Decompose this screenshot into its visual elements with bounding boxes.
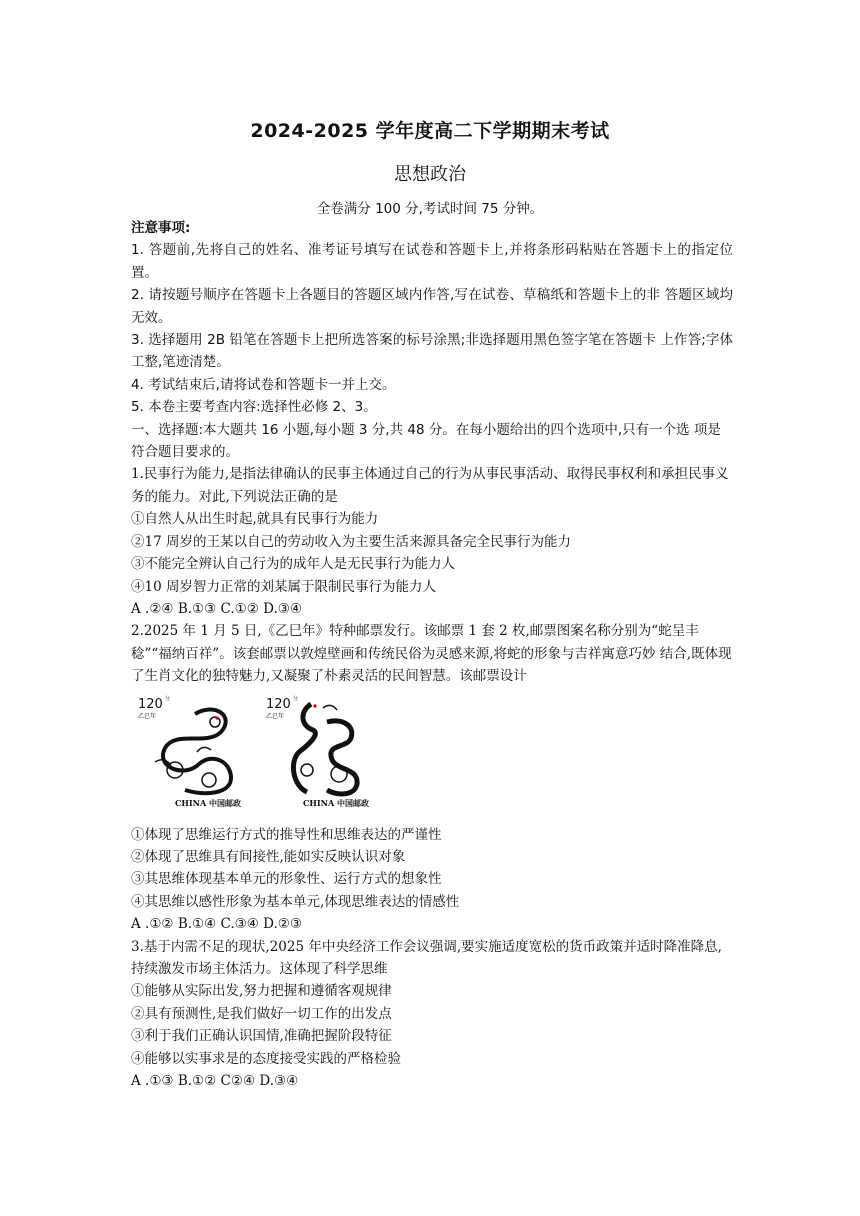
option-item: ②体现了思维具有间接性,能如实反映认识对象	[131, 848, 406, 865]
stamp-country: CHINA 中国邮政	[175, 797, 241, 808]
option-item: ④能够以实事求是的态度接受实践的严格检验	[131, 1050, 401, 1067]
option-item: ①体现了思维运行方式的推导性和思维表达的严谨性	[131, 826, 442, 843]
option-item: ①能够从实际出发,努力把握和遵循客观规律	[131, 983, 392, 1000]
notice-item: 1. 答题前,先将自己的姓名、准考证号填写在试卷和答题卡上,并将条形码粘贴在答题卡上的指定位置。	[131, 242, 733, 281]
question-stem: 1.民事行为能力,是指法律确认的民事主体通过自己的行为从事民事活动、取得民事权利和承担民事义务的能力。对此,下列说法正确的是	[131, 466, 729, 505]
notice-block	[131, 217, 733, 419]
stamp-year: 乙巳年	[266, 712, 285, 720]
exam-title: 2024-2025 学年度高二下学期期末考试	[250, 120, 610, 142]
notice-item: 3. 选择题用 2B 铅笔在答题卡上把所选答案的标号涂黑;非选择题用黑色签字笔在答题卡 上作答;字体工整,笔迹清楚。	[131, 332, 733, 371]
question-2	[131, 620, 733, 935]
notice-item: 5. 本卷主要考查内容:选择性必修 2、3。	[131, 399, 377, 416]
stamp-value: 120	[138, 696, 163, 712]
option-item: ③利于我们正确认识国情,准确把握阶段特征	[131, 1028, 392, 1045]
option-item: ③不能完全辨认自己行为的成年人是无民事行为能力人	[131, 556, 455, 573]
stamp-year: 乙巳年	[138, 712, 157, 720]
stamp-unit: 分	[293, 695, 299, 702]
answer-choices: A .①③ B.①② C②④ D.③④	[131, 1073, 299, 1089]
option-item: ②具有预测性,是我们做好一切工作的出发点	[131, 1005, 392, 1022]
exam-meta: 全卷满分 100 分,考试时间 75 分钟。	[316, 201, 544, 217]
option-item: ②17 周岁的王某以自己的劳动收入为主要生活来源具备完全民事行为能力	[131, 533, 571, 550]
stamp-unit: 分	[165, 695, 171, 702]
exam-body	[131, 217, 733, 1092]
notice-item: 2. 请按题号顺序在答题卡上各题目的答题区域内作答,写在试卷、草稿纸和答题卡上的非 答题区域均无效。	[131, 287, 733, 326]
question-stem: 3.基于内需不足的现状,2025 年中央经济工作会议强调,要实施适度宽松的货币政策并适时降准降息,持续激发市场主体活力。这体现了科学思维	[131, 938, 722, 977]
option-item: ④其思维以感性形象为基本单元,体现思维表达的情感性	[131, 893, 460, 910]
subject-title: 思想政治	[394, 164, 466, 185]
option-item: ④10 周岁智力正常的刘某属于限制民事行为能力人	[131, 578, 436, 595]
question-1	[131, 463, 733, 620]
stamp-snake-image	[135, 692, 253, 812]
answer-choices: A .①② B.①④ C.③④ D.②③	[131, 916, 303, 933]
stamp-country: CHINA 中国邮政	[303, 797, 369, 808]
option-item: ③其思维体现基本单元的形象性、运行方式的想象性	[131, 871, 442, 888]
stamp-fortune-image	[263, 692, 381, 812]
question-3	[131, 936, 733, 1093]
section-heading: 一、选择题:本大题共 16 小题,每小题 3 分,共 48 分。在每小题给出的四个选项中,只有一个选 项是符合题目要求的。	[131, 421, 721, 461]
stamp-value: 120	[266, 696, 291, 712]
answer-choices: A .②④ B.①③ C.①② D.③④	[131, 600, 303, 617]
stamp-images	[131, 692, 733, 820]
question-stem: 2.2025 年 1 月 5 日,《乙巳年》特种邮票发行。该邮票 1 套 2 枚,邮票图案名称分别为“蛇呈丰 稔”“福纳百祥”。该套邮票以敦煌壁画和传统民俗为灵感来源,将蛇的形象与吉祥寓意巧妙 结合,既体现了生肖文化的独特魅力,又凝聚了朴素灵活的民间智慧。该邮票设计	[131, 623, 732, 685]
notice-heading: 注意事项:	[131, 220, 191, 236]
option-item: ①自然人从出生时起,就具有民事行为能力	[131, 511, 379, 528]
notice-item: 4. 考试结束后,请将试卷和答题卡一并上交。	[131, 376, 396, 393]
